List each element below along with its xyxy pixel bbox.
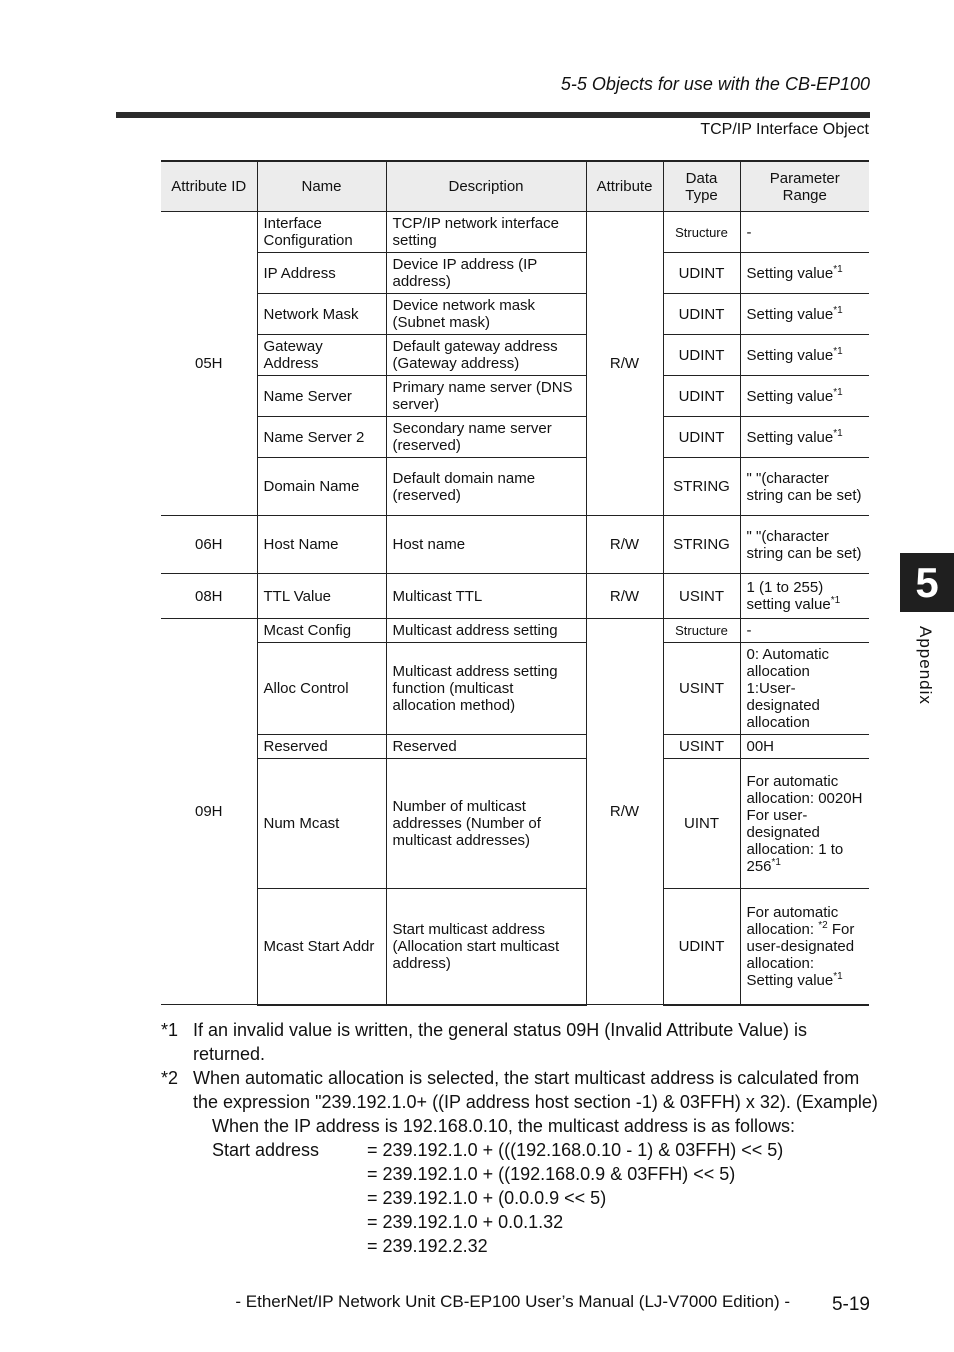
col-header-attribute: Attribute — [586, 161, 663, 212]
col-header-description: Description — [386, 161, 586, 212]
range-cell: 1 (1 to 255) setting value$^{*1}$ — [740, 574, 869, 619]
range-cell: " "(character string can be set) — [740, 458, 869, 516]
calc-line — [212, 1210, 881, 1234]
name-cell: Alloc Control — [257, 643, 386, 735]
table-row — [161, 335, 869, 376]
footnote-mark: *1 — [161, 1020, 179, 1040]
description-cell: Secondary name server (reserved) — [386, 417, 586, 458]
table-row — [161, 376, 869, 417]
calc-step: = 239.192.1.0 + (((192.168.0.10 - 1) & 03FFH) << 5) — [367, 1140, 784, 1160]
description-cell: Reserved — [386, 735, 586, 759]
name-cell: Interface Configuration — [257, 212, 386, 253]
footnote-1 — [161, 1018, 881, 1066]
footnote-ref: *1 — [771, 856, 781, 868]
footnotes — [161, 1018, 881, 1258]
description-cell: Device network mask (Subnet mask) — [386, 294, 586, 335]
page-number: 5-19 — [831, 1294, 870, 1315]
section-title: 5-5 Objects for use with the CB-EP100 — [560, 74, 870, 94]
name-cell: Gateway Address — [257, 335, 386, 376]
description-cell: TCP/IP network interface setting — [386, 212, 586, 253]
attribute-table — [161, 160, 869, 1006]
calc-line — [212, 1234, 881, 1258]
table-row — [161, 212, 869, 253]
footnote-ref: *1 — [833, 263, 843, 275]
type-cell: Structure — [663, 619, 740, 643]
footnote-2 — [161, 1066, 881, 1114]
name-cell: Name Server 2 — [257, 417, 386, 458]
type-cell: USINT — [663, 574, 740, 619]
range-cell: Setting value$^{*1}$ — [740, 253, 869, 294]
type-cell: UDINT — [663, 376, 740, 417]
range-cell: 0: Automatic allocation 1:User-designated allocation — [740, 643, 869, 735]
footnote-ref: *2 — [818, 919, 828, 931]
attr-id-cell: 08H — [161, 574, 257, 619]
footnote-mark: *2 — [161, 1068, 179, 1088]
col-header-parameter-range: Parameter Range — [740, 161, 869, 212]
chapter-tab: 5 — [900, 553, 954, 612]
calc-step: = 239.192.1.0 + 0.0.1.32 — [367, 1212, 564, 1232]
range-cell: Setting value$^{*1}$ — [740, 335, 869, 376]
footnote-ref: *1 — [833, 386, 843, 398]
access-cell: R/W — [586, 516, 663, 574]
footnote-ref: *1 — [830, 595, 841, 606]
table-row — [161, 735, 869, 759]
type-cell: STRING — [663, 516, 740, 574]
name-cell: Domain Name — [257, 458, 386, 516]
name-cell: Mcast Start Addr — [257, 889, 386, 1005]
description-cell: Default domain name (reserved) — [386, 458, 586, 516]
description-cell: Multicast address setting function (multicast allocation method) — [386, 643, 586, 735]
type-cell: UDINT — [663, 253, 740, 294]
description-cell: Multicast address setting — [386, 619, 586, 643]
type-cell: UDINT — [663, 889, 740, 1005]
name-cell: TTL Value — [257, 574, 386, 619]
description-cell: Start multicast address (Allocation start multicast address) — [386, 889, 586, 1005]
table-row — [161, 417, 869, 458]
range-cell: For automatic allocation: $^{*2}$ For user-designated allocation: Setting value$^{*1}$ — [740, 889, 869, 1005]
manual-title: - EtherNet/IP Network Unit CB-EP100 User’s Manual (LJ-V7000 Edition) - — [235, 1292, 790, 1311]
description-cell: Default gateway address (Gateway address) — [386, 335, 586, 376]
example-intro: When the IP address is 192.168.0.10, the multicast address is as follows: — [212, 1116, 795, 1136]
name-cell: Host Name — [257, 516, 386, 574]
type-cell: USINT — [663, 735, 740, 759]
type-cell: USINT — [663, 643, 740, 735]
table-row — [161, 294, 869, 335]
footnote-ref: *1 — [833, 304, 843, 316]
chapter-label: Appendix — [916, 626, 935, 705]
attr-id-cell: 05H — [161, 212, 257, 516]
range-cell: " "(character string can be set) — [740, 516, 869, 574]
header-rule — [116, 112, 870, 118]
footnote-text: If an invalid value is written, the general status 09H (Invalid Attribute Value) is returned. — [193, 1020, 807, 1064]
calc-step: = 239.192.1.0 + ((192.168.0.9 & 03FFH) << 5) — [367, 1164, 736, 1184]
calc-step: = 239.192.1.0 + (0.0.0.9 << 5) — [367, 1188, 607, 1208]
type-cell: STRING — [663, 458, 740, 516]
name-cell: Network Mask — [257, 294, 386, 335]
description-cell: Primary name server (DNS server) — [386, 376, 586, 417]
name-cell: IP Address — [257, 253, 386, 294]
access-cell: R/W — [586, 619, 663, 1005]
description-cell: Device IP address (IP address) — [386, 253, 586, 294]
access-cell: R/W — [586, 574, 663, 619]
table-row — [161, 253, 869, 294]
range-cell: Setting value$^{*1}$ — [740, 417, 869, 458]
range-cell: For automatic allocation: 0020H For user-designated allocation: 1 to 256$^{*1}$ — [740, 759, 869, 889]
col-header-name: Name — [257, 161, 386, 212]
description-cell: Multicast TTL — [386, 574, 586, 619]
example-block — [212, 1114, 881, 1258]
object-label: TCP/IP Interface Object — [700, 121, 869, 138]
footnote-text: When automatic allocation is selected, the start multicast address is calculated from the expression "239.192.1.0+ ((IP address host section -1) & 03FFH) x 32). (Example) — [193, 1068, 878, 1112]
type-cell: Structure — [663, 212, 740, 253]
type-cell: UDINT — [663, 294, 740, 335]
type-cell: UINT — [663, 759, 740, 889]
footnote-ref: *1 — [833, 970, 843, 982]
table-row — [161, 889, 869, 1005]
footnote-ref: *1 — [833, 345, 843, 357]
range-cell: Setting value$^{*1}$ — [740, 376, 869, 417]
calc-line — [212, 1138, 881, 1162]
table-row — [161, 619, 869, 643]
calc-line — [212, 1162, 881, 1186]
col-header-data-type: Data Type — [663, 161, 740, 212]
table-row — [161, 574, 869, 619]
range-cell: - — [740, 619, 869, 643]
name-cell: Mcast Config — [257, 619, 386, 643]
table-header-row — [161, 161, 869, 212]
range-cell: - — [740, 212, 869, 253]
calc-label: Start address — [212, 1140, 320, 1160]
name-cell: Num Mcast — [257, 759, 386, 889]
name-cell: Reserved — [257, 735, 386, 759]
col-header-attribute-id: Attribute ID — [161, 161, 257, 212]
attr-id-cell: 09H — [161, 619, 257, 1005]
calc-line — [212, 1186, 881, 1210]
type-cell: UDINT — [663, 417, 740, 458]
range-cell: 00H — [740, 735, 869, 759]
attr-id-cell: 06H — [161, 516, 257, 574]
access-cell: R/W — [586, 212, 663, 516]
range-cell: Setting value$^{*1}$ — [740, 294, 869, 335]
name-cell: Name Server — [257, 376, 386, 417]
calc-step: = 239.192.2.32 — [367, 1236, 488, 1256]
table-row — [161, 458, 869, 516]
table-row — [161, 516, 869, 574]
table-row — [161, 643, 869, 735]
table-row — [161, 759, 869, 889]
description-cell: Host name — [386, 516, 586, 574]
type-cell: UDINT — [663, 335, 740, 376]
description-cell: Number of multicast addresses (Number of multicast addresses) — [386, 759, 586, 889]
footnote-ref: *1 — [833, 427, 843, 439]
